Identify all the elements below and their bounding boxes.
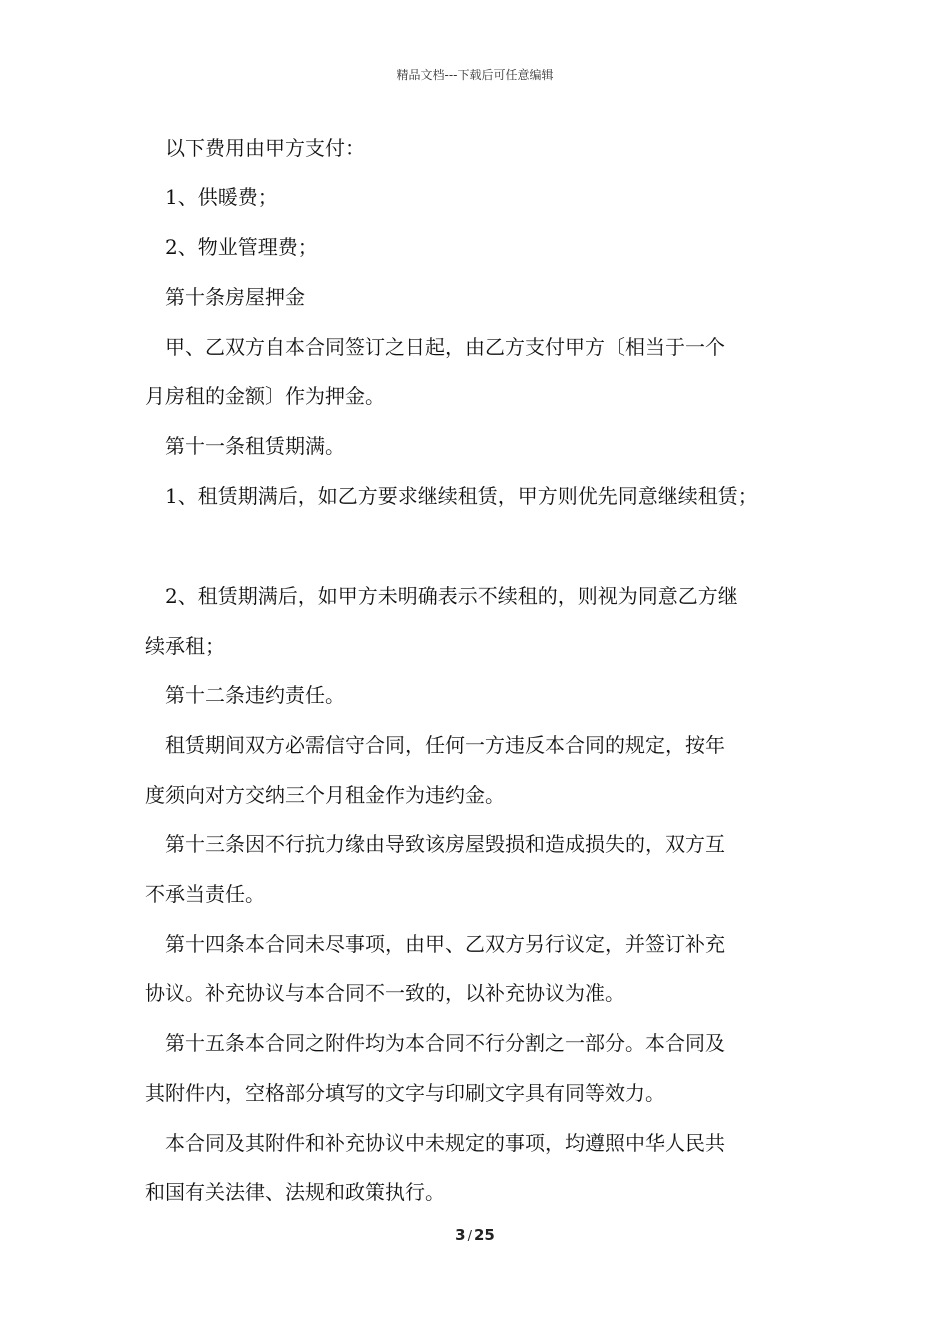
paragraph-line: 甲、乙双方自本合同签订之日起，由乙方支付甲方〔相当于一个 — [165, 335, 725, 359]
paragraph-line: 续承租； — [145, 634, 225, 658]
paragraph-line: 不承当责任。 — [145, 882, 265, 906]
paragraph-line: 1、租赁期满后，如乙方要求继续租赁，甲方则优先同意继续租赁； — [165, 484, 758, 508]
page-header: 精品文档---下载后可任意编辑 — [396, 68, 554, 82]
paragraph-line: 2、物业管理费； — [165, 235, 318, 259]
page-number — [0, 1226, 950, 1244]
paragraph-line: 以下费用由甲方支付： — [165, 136, 365, 160]
paragraph-line: 其附件内，空格部分填写的文字与印刷文字具有同等效力。 — [145, 1081, 665, 1105]
paragraph-line: 第十四条本合同未尽事项，由甲、乙双方另行议定，并签订补充 — [165, 932, 725, 956]
section-heading: 第十一条租赁期满。 — [165, 434, 345, 458]
paragraph-line: 度须向对方交纳三个月租金作为违约金。 — [145, 783, 505, 807]
paragraph-line: 租赁期间双方必需信守合同，任何一方违反本合同的规定，按年 — [165, 733, 725, 757]
paragraph-line: 第十五条本合同之附件均为本合同不行分割之一部分。本合同及 — [165, 1031, 725, 1055]
current-page-number: 3 — [455, 1226, 466, 1244]
section-heading: 第十二条违约责任。 — [165, 683, 345, 707]
paragraph-line: 本合同及其附件和补充协议中未规定的事项，均遵照中华人民共 — [165, 1131, 725, 1155]
paragraph-line: 月房租的金额〕作为押金。 — [145, 384, 385, 408]
paragraph-line: 2、租赁期满后，如甲方未明确表示不续租的，则视为同意乙方继 — [165, 584, 738, 608]
paragraph-line: 和国有关法律、法规和政策执行。 — [145, 1180, 445, 1204]
paragraph-line: 第十三条因不行抗力缘由导致该房屋毁损和造成损失的，双方互 — [165, 832, 725, 856]
paragraph-line: 1、供暖费； — [165, 185, 278, 209]
section-heading: 第十条房屋押金 — [165, 285, 305, 309]
total-pages-number: 25 — [473, 1226, 495, 1244]
paragraph-line: 协议。补充协议与本合同不一致的，以补充协议为准。 — [145, 981, 625, 1005]
page-separator: / — [467, 1229, 472, 1244]
